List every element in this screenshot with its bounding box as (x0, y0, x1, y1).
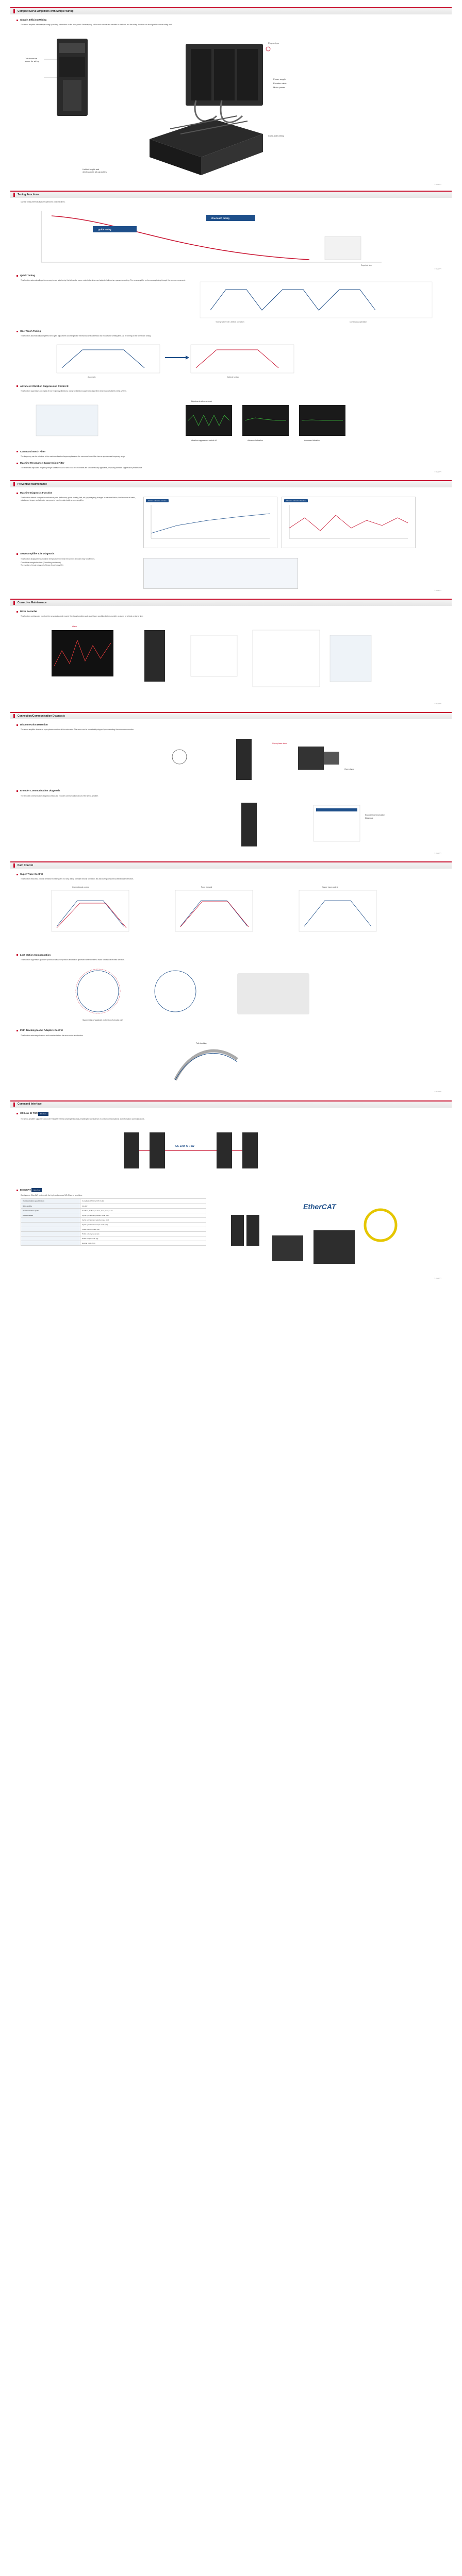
description: This function continuously monitors the servo status and records the status transition such as a trigger condition before and after an alarm for a fixed period of time. (21, 615, 144, 618)
subheading-text: Drive Recorder (20, 610, 37, 613)
svg-text:space for wiring: space for wiring (25, 59, 40, 62)
spec-label: Communication cycle (21, 1208, 80, 1213)
bullet-marker (16, 553, 18, 555)
section-marker (13, 714, 15, 718)
section-title: Connection/Communication Diagnosis (18, 714, 65, 718)
description: This function automatically completes servo gain adjustment according to the mechanical characteristics and reduces the settling time just by turning on the one-touch tuning. (21, 335, 151, 337)
credit-note: © 2023 ??? (434, 1278, 441, 1280)
subheading-text: Servo Amplifier Life Diagnosis (20, 552, 55, 555)
life-screen (143, 558, 298, 589)
subheading-text: Quick Tuning (20, 274, 36, 277)
section-header (10, 480, 452, 487)
subheading (16, 385, 452, 388)
bullet-marker (16, 724, 18, 726)
credit-note: © 2023 ??? (434, 852, 441, 854)
spec-row (21, 1217, 206, 1222)
svg-text:Diagnosis: Diagnosis (365, 817, 373, 819)
compact-figure (21, 28, 441, 183)
subheading-text: Disconnection Detection (20, 723, 48, 726)
bullet-marker (16, 331, 18, 332)
spec-label: Communication specification (21, 1199, 80, 1204)
svg-text:depth across all capacities: depth across all capacities (82, 170, 107, 173)
spec-row (21, 1208, 206, 1213)
drive-recorder-diagram (21, 620, 441, 702)
super-trace-diagram (21, 883, 441, 950)
one-touch-figure (21, 340, 441, 381)
section-one-touch (10, 330, 452, 381)
caption-quick-1: Tuning within 0.3 s before operation (216, 321, 244, 324)
bullet-item: The number of inrush relay on/off times (Inrush relay life) (21, 564, 63, 566)
subheading (16, 450, 452, 453)
bullet-marker (16, 493, 18, 494)
section-header (10, 861, 452, 869)
description: This function reduces a position deviation to nearly zero not only during constant velocity operation, but also during constant acceleration/deceleration. (21, 878, 134, 880)
section-header (10, 599, 452, 606)
bullet-marker (16, 954, 18, 956)
subheading (16, 19, 452, 22)
svg-text:Advanced vibration: Advanced vibration (304, 439, 320, 442)
subheading-text: Machine Diagnosis Function (20, 492, 53, 495)
vibration-panel (282, 497, 416, 548)
vibration-chart (21, 395, 441, 446)
model-tag: MR-J5-G (38, 1112, 48, 1116)
page (0, 7, 462, 1280)
subheading (16, 789, 452, 792)
one-touch-chart (21, 340, 441, 381)
subheading-text: CC-Link IE TSN (20, 1112, 38, 1115)
cclink-label: CC-Link IE TSN (175, 1144, 194, 1148)
description: The encoder communication diagnosis checks the encoder communication circuit of the servo amplifier. (21, 794, 98, 797)
ethercat-visual (210, 1194, 417, 1277)
spec-row (21, 1231, 206, 1236)
path-tracking-figure (21, 1039, 441, 1090)
svg-text:Close-side wiring: Close-side wiring (268, 134, 284, 137)
bullet-marker (16, 275, 18, 277)
encoder-row (21, 795, 441, 852)
onetouch-tuning-label: One-touch tuning (211, 216, 229, 219)
vibration-figure (21, 395, 441, 446)
section-header (10, 191, 452, 198)
section-marker (13, 482, 15, 486)
friction-graph (146, 502, 275, 544)
description: This function automatically performs easy-to-use auto tuning that allows the servo motor to be driven and adjusted without any parameter setting. The servo amplifier performs easy tuning through the servo-on command. (21, 279, 186, 282)
tuning-figure (21, 206, 441, 267)
section-preventive (10, 480, 452, 591)
cclink-figure (21, 1122, 441, 1184)
section-title: Corrective Maintenance (18, 601, 47, 604)
bullet-marker (16, 874, 18, 875)
lost-motion-figure (21, 963, 441, 1025)
super-trace-plot (299, 890, 376, 931)
subheading-text: Advanced Vibration Suppression Control II (20, 384, 69, 387)
description: Use the tuning methods that are optimal for your machines. (21, 201, 65, 204)
axis-label: Required time (361, 264, 372, 266)
spec-value: Cyclic synchronous torque mode (cst) (80, 1222, 206, 1227)
description: The servo amplifier offers simple wiring by making connectors on the front panel. Power supply, cables and encoder are installed in the front, and the wiring direction can be aligned to reduce wiring work. (21, 24, 173, 26)
drive-recorder-figure (21, 620, 441, 702)
spec-label: Drive profile (21, 1204, 80, 1208)
spec-row (21, 1213, 206, 1217)
subheading-text: Machine Resonance Suppression Filter (20, 462, 64, 465)
subheading (16, 274, 452, 277)
section-header (10, 7, 452, 14)
spec-label (21, 1227, 80, 1231)
svg-text:Motor power: Motor power (273, 86, 285, 89)
bullet-marker (16, 451, 18, 452)
bullet-item: Cumulative energization time (Smoothing condenser) (21, 562, 61, 564)
bullet-marker (16, 1190, 18, 1191)
spec-label (21, 1217, 80, 1222)
caption-conventional: Conventional control (72, 886, 89, 888)
spec-row (21, 1236, 206, 1241)
section-title: Path Control (18, 863, 33, 867)
description: This function suppresses two types of low frequency vibrations, owing to vibration suppression algorithm which supports three-inertia system. (21, 390, 127, 393)
vibration-graph (284, 502, 413, 544)
bullet-marker (16, 463, 18, 464)
spec-value: Cyclic synchronous position mode (csp) (80, 1213, 206, 1217)
spec-value: Cyclic synchronous velocity mode (csv) (80, 1217, 206, 1222)
vibration-panel-title: Vibration estimation function (284, 499, 308, 502)
spec-label (21, 1231, 80, 1236)
subheading (16, 954, 452, 957)
subheading (16, 462, 452, 465)
spec-label (21, 1222, 80, 1227)
compact-illustration (21, 28, 441, 183)
section-quick-tuning (10, 274, 452, 326)
section-title: Tuning Functions (18, 193, 39, 196)
conventional-plot (52, 890, 129, 931)
spec-row (21, 1204, 206, 1208)
ethercat-left (21, 1194, 206, 1277)
subheading-text: Command Notch Filter (20, 450, 46, 453)
section-marker (13, 9, 15, 13)
section-corrective (10, 599, 452, 705)
bullet-marker (16, 20, 18, 21)
quick-tuning-row (21, 279, 441, 326)
credit-note: © 2023 ??? (434, 471, 441, 473)
subheading (16, 552, 452, 555)
section-header (10, 712, 452, 719)
svg-text:Adjustment with one-touch: Adjustment with one-touch (191, 400, 212, 402)
alarm-label: Alarm (72, 625, 77, 628)
friction-panel (143, 497, 277, 548)
caption-feed-forward: Feed forward (201, 886, 212, 888)
spec-label: Control mode (21, 1213, 80, 1217)
caption-automatic: Automatic (88, 376, 96, 378)
section-notch (10, 450, 452, 473)
section-marker (13, 863, 15, 868)
credit-note: © 2023 ??? (434, 183, 441, 185)
model-tag: MR-J5-G (31, 1188, 42, 1192)
subheading (16, 1188, 452, 1192)
svg-text:Encoder cable: Encoder cable (273, 81, 287, 84)
caption-quadrant: Suppression of quadrant protrusion of circular path (82, 1019, 123, 1022)
section-marker (13, 601, 15, 605)
section-compact (10, 7, 452, 185)
bullet-marker (16, 1113, 18, 1114)
subheading (16, 492, 452, 495)
spec-label (21, 1236, 80, 1241)
credit-note: © 2023 ??? (434, 703, 441, 705)
path-tracking-diagram (21, 1039, 441, 1090)
spec-row (21, 1222, 206, 1227)
description: This function suppresses quadrant protrusion caused by friction and torsion generated when the servo motor rotates in a reverse direction. (21, 958, 125, 961)
friction-panel-title: Friction estimation function (146, 499, 169, 502)
section-title: Command Interface (18, 1103, 42, 1106)
caption-optimal: Optimal tuning (227, 376, 239, 378)
description: This function reduces path errors and overshoot when the servo motor accelerates. (21, 1034, 84, 1037)
subheading-text: Path Tracking Model Adaptive Control (20, 1029, 63, 1032)
svg-text:Plug-in type: Plug-in type (268, 41, 279, 44)
credit-note: © 2023 ??? (434, 268, 441, 270)
tuning-diagram (21, 206, 441, 267)
subheading-text: EtherCAT (20, 1188, 31, 1191)
svg-text:Vibration suppression control: Vibration suppression control off (191, 439, 217, 442)
subheading (16, 330, 452, 333)
subheading (16, 1112, 452, 1116)
life-row (21, 558, 441, 589)
spec-value: 0.125 ms, 0.25 ms, 0.5 ms, 1 ms, 2 ms, 4 ms (80, 1208, 206, 1213)
quick-tuning-label: Quick tuning (98, 228, 111, 231)
spec-value: Profile position mode (pp) (80, 1227, 206, 1231)
section-connection (10, 712, 452, 854)
spec-label (21, 1241, 80, 1245)
caption-quick-2: Continuous operation (350, 321, 367, 324)
section-title: Preventive Maintenance (18, 482, 47, 486)
subheading-text: Lost Motion Compensation (20, 953, 51, 956)
subheading-text: Encoder Communication Diagnosis (20, 789, 60, 792)
spec-value: Profile torque mode (tq) (80, 1236, 206, 1241)
spec-value: Homing mode (hm) (80, 1241, 206, 1245)
spec-value: CiA 402 (80, 1204, 206, 1208)
description: The extended adjustable frequency range is between 10 Hz and 4500 Hz. Five filters are simultaneously applicable, improving vibration suppression performance. (21, 467, 143, 469)
bullet-marker (16, 1030, 18, 1031)
ethercat-row (21, 1194, 441, 1277)
spec-value: Profile velocity mode (pv) (80, 1231, 206, 1236)
label-cut-space: Cut downsize (25, 57, 38, 60)
description: The servo amplifier detects an open-phase condition at the motor side. The servo can be immediately stopped upon detecting the motor disconnection. (21, 728, 134, 731)
super-trace-figure (21, 883, 441, 950)
lost-motion-diagram (21, 963, 441, 1025)
description: This function displays the cumulative energization time and the number of inrush relay on/off times. (21, 557, 95, 560)
bullet-marker (16, 385, 18, 387)
subheading (16, 723, 452, 726)
credit-note: © 2023 ??? (434, 1091, 441, 1093)
spec-table-body (21, 1199, 206, 1245)
subheading (16, 610, 452, 613)
life-text (21, 558, 139, 589)
subheading-text: One-Touch Tuning (20, 330, 41, 333)
subheading-text: Super Trace Control (20, 873, 43, 876)
subheading-text: Simple, Efficient Wiring (20, 19, 47, 21)
description: Configure an EtherCAT system with the high-performance MR-J5 servo amplifiers. (21, 1194, 82, 1197)
section-title: Compact Servo Amplifiers with Simple Wiring (18, 9, 74, 13)
credit-note: © 2023 ??? (434, 589, 441, 591)
bullet-marker (16, 611, 18, 613)
open-phase-label: Open phase (344, 768, 355, 771)
spec-row (21, 1227, 206, 1231)
section-command-interface (10, 1100, 452, 1280)
ethercat-logo: EtherCAT (303, 1202, 336, 1211)
caption-path-tracking: Path tracking (196, 1042, 207, 1044)
svg-text:Unified height and: Unified height and (82, 167, 100, 171)
spec-value: Compliant with EtherCAT (CoE) (80, 1199, 206, 1204)
bullet-marker (16, 790, 18, 792)
svg-text:Power supply: Power supply (273, 77, 286, 80)
description: The servo amplifier supports CC-Link IE TSN with the time-sharing technology, enabling the coexistence of control communications and information communications. (21, 1117, 145, 1120)
section-header (10, 1100, 452, 1108)
spec-row (21, 1241, 206, 1245)
ethercat-spec-table (21, 1198, 206, 1245)
quick-tuning-chart (195, 279, 437, 326)
caption-super-trace: Super trace control (322, 886, 338, 888)
subheading (16, 1029, 452, 1032)
section-tuning (10, 191, 452, 270)
disconnection-row (21, 728, 441, 785)
section-vibration (10, 385, 452, 446)
open-phase-alarm-label: Open-phase alarm (272, 742, 287, 745)
encoder-diagnosis-label: Encoder Communication (365, 814, 385, 816)
feed-forward-plot (175, 890, 253, 931)
spec-row (21, 1199, 206, 1204)
diagnosis-row (21, 497, 441, 548)
section-marker (13, 193, 15, 197)
section-path-control (10, 861, 452, 1093)
section-marker (13, 1103, 15, 1107)
svg-text:Advanced vibration: Advanced vibration (248, 439, 263, 442)
cclink-diagram (21, 1122, 441, 1184)
disconnection-diagram (143, 728, 432, 785)
encoder-diagram (143, 795, 432, 852)
description: This function detects changes in mechanical parts (ball screw, guide, bearing, belt, etc.) by analyzing changes in machine friction, load moment of inertia, unbalanced torque, and vibration components from the data inside a servo amplifier. (21, 497, 136, 501)
description: The frequency can be set close to the machine vibration frequency because the command notch filter has an approximate frequency range. (21, 455, 126, 457)
subheading (16, 873, 452, 876)
